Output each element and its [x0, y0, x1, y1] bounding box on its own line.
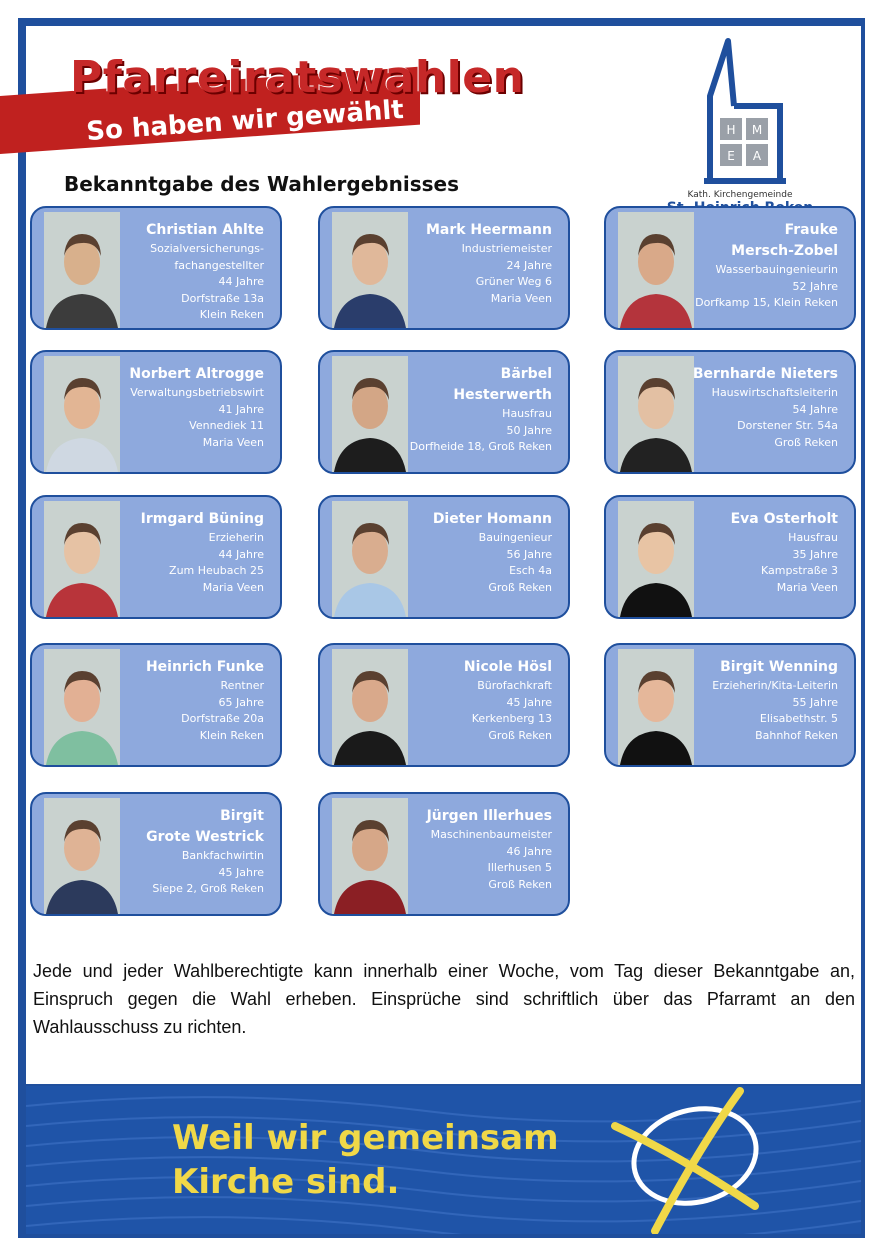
candidate-detail: Maria Veen — [202, 435, 264, 449]
candidate-card — [318, 495, 570, 619]
candidate-detail: Dorstener Str. 54a — [737, 419, 838, 432]
candidate-info — [382, 364, 552, 456]
candidate-detail: Maschinenbaumeister — [430, 828, 552, 841]
candidate-detail: fachangestellter — [174, 258, 264, 272]
candidate-card — [30, 792, 282, 916]
candidate-detail: 45 Jahre — [218, 865, 264, 879]
candidate-detail: 54 Jahre — [792, 402, 838, 416]
candidate-detail: Wasserbauingenieurin — [715, 263, 838, 276]
candidate-card — [318, 643, 570, 767]
candidate-detail: 41 Jahre — [218, 402, 264, 416]
candidate-detail: Elisabethstr. 5 — [759, 712, 838, 725]
candidate-detail: Groß Reken — [488, 580, 552, 594]
candidate-card — [30, 206, 282, 330]
candidate-detail: 35 Jahre — [792, 547, 838, 561]
candidate-name: Eva Osterholt — [730, 511, 838, 527]
candidate-detail: Verwaltungsbetriebswirt — [130, 386, 264, 399]
candidate-detail: Maria Veen — [202, 580, 264, 594]
candidate-info — [382, 220, 552, 307]
candidate-card — [604, 495, 856, 619]
candidate-detail: 46 Jahre — [506, 844, 552, 858]
logo-letter: H — [726, 123, 736, 137]
candidate-name: Irmgard Büning — [140, 511, 264, 527]
candidate-detail: 44 Jahre — [218, 547, 264, 561]
candidate-name: Christian Ahlte — [146, 222, 264, 238]
candidate-card — [604, 350, 856, 474]
candidate-name: Mark Heermann — [425, 222, 552, 238]
candidate-info — [94, 657, 264, 744]
candidate-name: Mersch-Zobel — [731, 243, 838, 259]
logo-letter: E — [727, 149, 735, 163]
candidate-detail: 50 Jahre — [506, 423, 552, 437]
candidate-name: Bernharde Nieters — [692, 366, 838, 382]
candidate-detail: Groß Reken — [488, 728, 552, 742]
candidate-detail: Illerhusen 5 — [487, 861, 552, 874]
subtitle: Bekanntgabe des Wahlergebnisses — [64, 172, 459, 196]
candidate-detail: Bürofachkraft — [477, 679, 552, 692]
candidate-detail: Maria Veen — [490, 291, 552, 305]
candidate-detail: Hausfrau — [788, 531, 838, 544]
candidate-detail: 24 Jahre — [506, 258, 552, 272]
candidate-detail: Esch 4a — [509, 564, 552, 577]
candidate-name: Norbert Altrogge — [129, 366, 264, 382]
candidate-detail: 65 Jahre — [218, 695, 264, 709]
candidate-detail: 56 Jahre — [506, 547, 552, 561]
candidate-info — [668, 509, 838, 596]
candidate-detail: Groß Reken — [774, 435, 838, 449]
ballot-cross-icon — [610, 1086, 770, 1234]
candidate-card — [318, 350, 570, 474]
candidate-card — [30, 350, 282, 474]
candidate-name: Birgit — [220, 808, 264, 824]
candidate-detail: Siepe 2, Groß Reken — [152, 882, 264, 895]
candidate-name: Bärbel — [500, 366, 552, 382]
candidate-info — [94, 509, 264, 596]
page-title: Pfarreiratswahlen — [70, 52, 525, 103]
candidate-detail: Industriemeister — [461, 242, 552, 255]
candidate-info — [382, 806, 552, 893]
logo-letter: A — [752, 149, 762, 163]
candidate-detail: Dorfkamp 15, Klein Reken — [695, 296, 838, 309]
candidate-detail: Kerkenberg 13 — [471, 712, 552, 725]
candidate-name: Hesterwerth — [453, 387, 552, 403]
objection-notice: Jede und jeder Wahlberechtigte kann innerhalb einer Woche, vom Tag dieser Bekanntgabe an, Einspruch gegen die Wahl erheben. Einsprüche sind schriftlich über das Pfarramt an den Wahlausschuss zu richten. — [33, 961, 855, 1037]
candidate-detail: Grüner Weg 6 — [475, 275, 552, 288]
candidate-info — [94, 364, 264, 451]
candidate-detail: Erzieherin — [208, 531, 264, 544]
candidate-detail: Dorfheide 18, Groß Reken — [409, 440, 552, 453]
candidate-detail: Maria Veen — [776, 580, 838, 594]
candidate-card — [30, 495, 282, 619]
candidate-name: Jürgen Illerhues — [426, 808, 552, 824]
candidate-detail: Dorfstraße 13a — [181, 291, 264, 305]
footer-slogan-line: Kirche sind. — [172, 1162, 400, 1202]
candidate-detail: Kampstraße 3 — [761, 564, 838, 577]
candidate-card — [30, 643, 282, 767]
candidate-name: Dieter Homann — [432, 511, 552, 527]
logo-caption: Kath. Kirchengemeinde — [687, 190, 793, 200]
candidate-card — [604, 643, 856, 767]
candidate-detail: Zum Heubach 25 — [169, 564, 264, 577]
candidate-detail: Bauingenieur — [478, 531, 552, 544]
candidate-detail: Klein Reken — [199, 728, 264, 742]
candidate-detail: Klein Reken — [199, 308, 264, 321]
candidate-name: Birgit Wenning — [720, 659, 838, 675]
candidate-name: Heinrich Funke — [145, 659, 264, 675]
candidate-name: Grote Westrick — [146, 829, 264, 845]
candidate-detail: 44 Jahre — [218, 275, 264, 288]
candidate-info — [382, 509, 552, 596]
candidate-info — [668, 220, 838, 312]
candidate-detail: Sozialversicherungs- — [150, 242, 264, 255]
banner-text: So haben wir gewählt — [85, 94, 405, 148]
church-logo-icon — [690, 36, 790, 186]
candidate-card — [318, 792, 570, 916]
candidate-detail: Hauswirtschaftsleiterin — [711, 386, 838, 399]
candidate-info — [668, 364, 838, 451]
footer-slogan-line: Weil wir gemeinsam — [172, 1118, 559, 1158]
candidate-detail: Erzieherin/Kita-Leiterin — [712, 679, 838, 692]
candidate-info — [382, 657, 552, 744]
candidate-detail: Dorfstraße 20a — [181, 712, 264, 725]
candidate-card — [604, 206, 856, 330]
candidate-detail: 52 Jahre — [792, 279, 838, 293]
candidate-detail: Groß Reken — [488, 877, 552, 891]
candidate-detail: Vennediek 11 — [189, 419, 264, 432]
candidate-name: Nicole Hösl — [463, 659, 552, 675]
candidate-detail: Rentner — [220, 679, 264, 692]
candidate-info — [94, 806, 264, 898]
candidate-detail: 55 Jahre — [792, 695, 838, 709]
candidate-detail: 45 Jahre — [506, 695, 552, 709]
candidate-detail: Bahnhof Reken — [755, 728, 838, 742]
candidate-name: Frauke — [784, 222, 838, 238]
candidate-card — [318, 206, 570, 330]
candidate-detail: Bankfachwirtin — [181, 849, 264, 862]
candidate-info — [668, 657, 838, 744]
footer-slogan — [172, 1116, 559, 1204]
candidate-info — [94, 220, 264, 324]
candidate-detail: Hausfrau — [502, 407, 552, 420]
logo-letter: M — [751, 123, 763, 137]
